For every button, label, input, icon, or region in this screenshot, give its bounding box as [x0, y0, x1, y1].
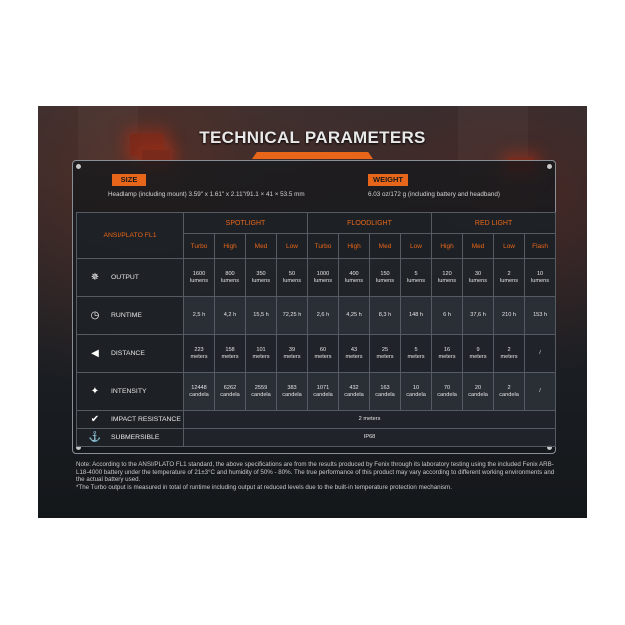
table-cell: 400 lumens [339, 259, 370, 297]
impact-icon: ✔ [90, 414, 100, 425]
mode-header: Low [494, 234, 525, 259]
table-cell: 4,2 h [215, 297, 246, 335]
group-floodlight: FLOODLIGHT [308, 213, 432, 234]
table-cell: 101 meters [246, 335, 277, 373]
table-cell: 10 lumens [525, 259, 556, 297]
mode-header: Flash [525, 234, 556, 259]
table-row [77, 373, 556, 411]
mode-header: High [339, 234, 370, 259]
table-cell: 1600 lumens [184, 259, 215, 297]
mode-header: Low [401, 234, 432, 259]
footnote [76, 461, 556, 491]
table-cell: 5 meters [401, 335, 432, 373]
group-redlight: RED LIGHT [432, 213, 556, 234]
table-cell: 20 candela [463, 373, 494, 411]
row-label-text: RUNTIME [111, 312, 142, 319]
row-label [77, 429, 184, 447]
spec-table [76, 212, 556, 447]
table-cell: 6262 candela [215, 373, 246, 411]
page-title: TECHNICAL PARAMETERS [199, 128, 426, 147]
row-label-text: INTENSITY [111, 388, 147, 395]
table-cell: 2 candela [494, 373, 525, 411]
weight-value: 6.03 oz/172 g (including battery and headband) [368, 191, 500, 198]
table-cell: 10 candela [401, 373, 432, 411]
output-icon: ✵ [90, 272, 100, 283]
mode-header: Turbo [308, 234, 339, 259]
standard-label: ANSI/PLATO FL1 [77, 213, 184, 259]
table-cell: 1000 lumens [308, 259, 339, 297]
rivet-icon [547, 164, 552, 169]
row-label-text: IMPACT RESISTANCE [111, 416, 181, 423]
impact-value: 2 meters [184, 411, 556, 429]
table-cell: 30 lumens [463, 259, 494, 297]
table-cell: 1071 candela [308, 373, 339, 411]
table-cell: 432 candela [339, 373, 370, 411]
table-cell: / [525, 335, 556, 373]
table-cell: 15,5 h [246, 297, 277, 335]
table-cell: 4,25 h [339, 297, 370, 335]
table-cell: 148 h [401, 297, 432, 335]
runtime-icon: ◷ [90, 310, 100, 321]
table-cell: 210 h [494, 297, 525, 335]
table-cell: 16 meters [432, 335, 463, 373]
table-cell: 2,6 h [308, 297, 339, 335]
table-cell: 383 candela [277, 373, 308, 411]
table-cell: 5 lumens [401, 259, 432, 297]
title-underline [252, 152, 373, 159]
table-cell: 12448 candela [184, 373, 215, 411]
table-cell: 350 lumens [246, 259, 277, 297]
note-turbo-text: *The Turbo output is measured in total of runtime including output at reduced levels due to the built-in temperature protection mechanism. [76, 483, 452, 491]
row-label [77, 411, 184, 429]
impact-row [77, 411, 556, 429]
table-cell: 2559 candela [246, 373, 277, 411]
submersible-row [77, 429, 556, 447]
mode-header: Turbo [184, 234, 215, 259]
row-label [77, 297, 184, 335]
size-value: Headlamp (including mount) 3.59" x 1.61" x 2.11"/91.1 × 41 × 53.5 mm [108, 191, 305, 198]
table-cell: 70 candela [432, 373, 463, 411]
table-cell: 8,3 h [370, 297, 401, 335]
table-cell: / [525, 373, 556, 411]
table-cell: 2,5 h [184, 297, 215, 335]
row-label [77, 259, 184, 297]
mode-header: Med [463, 234, 494, 259]
table-cell: 223 meters [184, 335, 215, 373]
table-row [77, 335, 556, 373]
table-cell: 158 meters [215, 335, 246, 373]
weight-badge: WEIGHT [368, 174, 408, 186]
table-cell: 120 lumens [432, 259, 463, 297]
table-cell: 60 meters [308, 335, 339, 373]
table-cell: 9 meters [463, 335, 494, 373]
table-cell: 50 lumens [277, 259, 308, 297]
mode-header: Med [370, 234, 401, 259]
table-cell: 150 lumens [370, 259, 401, 297]
note-text: Note: According to the ANSI/PLATO FL1 standard, the above specifications are from the results produced by Fenix through its laboratory testing using the included Fenix ARB-L18-4000 battery under the temperature of 21±3°C and humidity of 50% - 80%. The true performance of this product may vary according to different working environments and the actual battery used. [76, 461, 555, 484]
submersible-value: IP68 [184, 429, 556, 447]
intensity-icon: ✦ [90, 386, 100, 397]
rivet-icon [76, 164, 81, 169]
table-cell: 800 lumens [215, 259, 246, 297]
table-cell: 163 candela [370, 373, 401, 411]
distance-icon: ◀ [91, 348, 99, 359]
submersible-icon: ⚓ [88, 432, 102, 443]
table-cell: 2 meters [494, 335, 525, 373]
tech-params-banner [38, 106, 587, 518]
table-cell: 2 lumens [494, 259, 525, 297]
table-cell: 25 meters [370, 335, 401, 373]
table-cell: 153 h [525, 297, 556, 335]
row-label [77, 335, 184, 373]
table-cell: 6 h [432, 297, 463, 335]
row-label-text: SUBMERSIBLE [111, 434, 160, 441]
table-cell: 39 meters [277, 335, 308, 373]
table-cell: 43 meters [339, 335, 370, 373]
size-badge: SIZE [112, 174, 146, 186]
table-row [77, 297, 556, 335]
mode-header: High [432, 234, 463, 259]
mode-header: Low [277, 234, 308, 259]
row-label-text: OUTPUT [111, 274, 139, 281]
mode-header: High [215, 234, 246, 259]
mode-header: Med [246, 234, 277, 259]
table-row [77, 259, 556, 297]
row-label [77, 373, 184, 411]
table-cell: 37,6 h [463, 297, 494, 335]
group-spotlight: SPOTLIGHT [184, 213, 308, 234]
table-cell: 72,25 h [277, 297, 308, 335]
row-label-text: DISTANCE [111, 350, 145, 357]
